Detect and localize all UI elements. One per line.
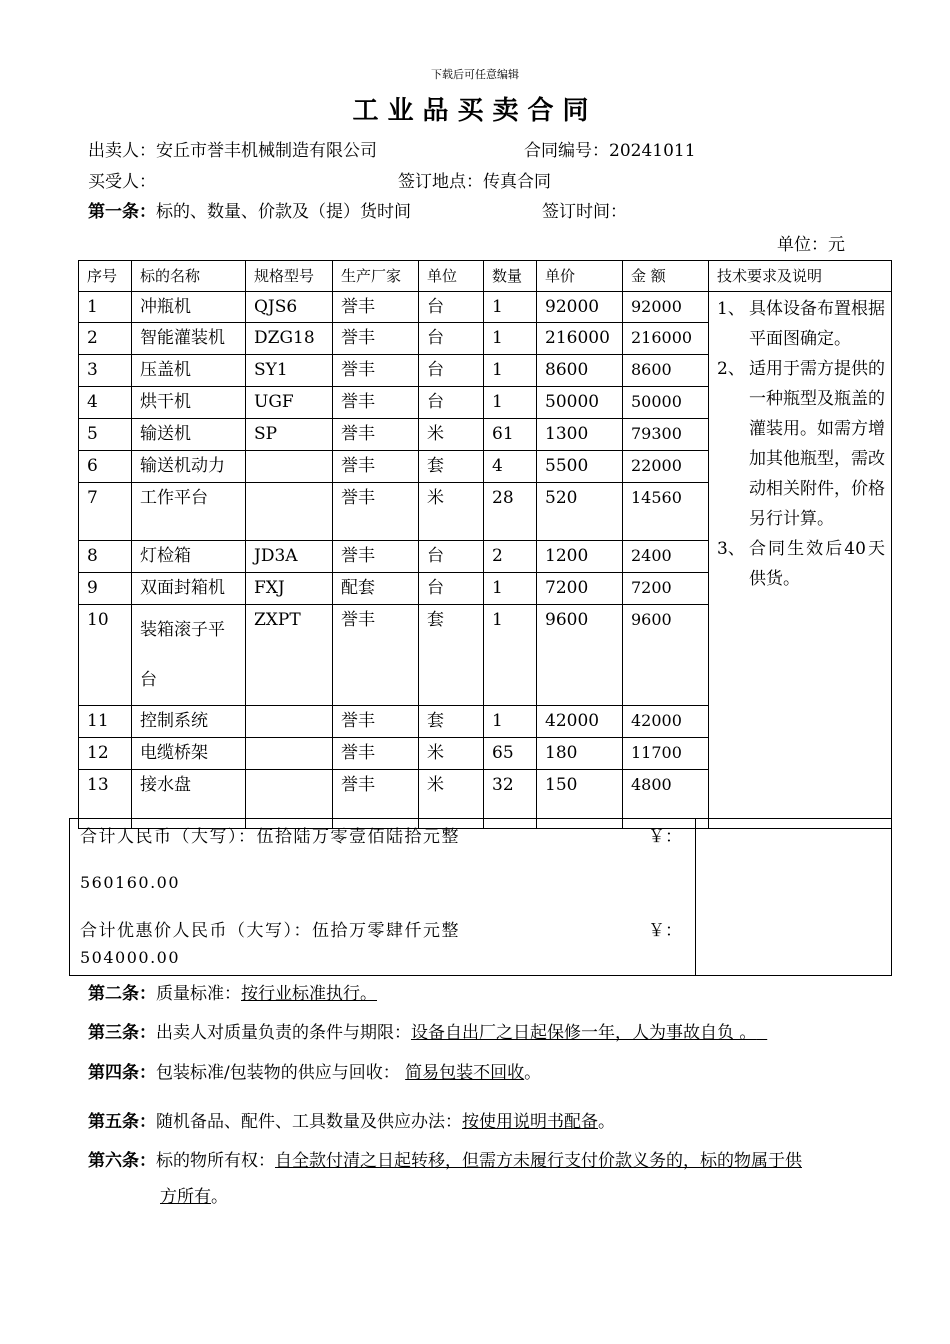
row-amount: 14560	[623, 483, 709, 541]
row-qty: 65	[484, 738, 537, 770]
row-no: 4	[79, 387, 132, 419]
header-note: 下载后可任意编辑	[431, 68, 519, 81]
row-maker: 誉丰	[333, 541, 419, 573]
row-qty: 1	[484, 387, 537, 419]
sign-place-label: 签订地点：	[398, 172, 483, 192]
discount-yen: ￥：	[648, 921, 682, 941]
row-unit: 台	[419, 355, 484, 387]
row-price: 50000	[537, 387, 623, 419]
row-qty: 1	[484, 573, 537, 605]
row-name: 输送机动力	[132, 451, 246, 483]
row-no: 10	[79, 605, 132, 706]
row-qty: 61	[484, 419, 537, 451]
clause5	[88, 1107, 615, 1132]
row-no: 2	[79, 323, 132, 355]
row-qty: 4	[484, 451, 537, 483]
row-name: 工作平台	[132, 483, 246, 541]
header-tech: 技术要求及说明	[709, 261, 892, 292]
row-qty: 1	[484, 706, 537, 738]
row-unit: 套	[419, 605, 484, 706]
sign-time-line	[542, 197, 627, 222]
clause6	[88, 1146, 802, 1171]
row-unit: 套	[419, 451, 484, 483]
row-price: 8600	[537, 355, 623, 387]
row-model	[246, 451, 333, 483]
clause5-label: 第五条：	[88, 1112, 156, 1132]
row-amount: 8600	[623, 355, 709, 387]
clause6-end: 。	[211, 1187, 228, 1207]
totals-cell	[70, 819, 696, 976]
row-no: 3	[79, 355, 132, 387]
clause2-label: 第二条：	[88, 984, 156, 1004]
row-amount: 79300	[623, 419, 709, 451]
header-maker: 生产厂家	[333, 261, 419, 292]
tech-note-number: 1、	[717, 299, 745, 319]
row-unit: 米	[419, 738, 484, 770]
row-amount: 4800	[623, 770, 709, 829]
row-name: 双面封箱机	[132, 573, 246, 605]
tech-note-text: 合同生效后40天供货。	[749, 539, 885, 589]
clause4-label: 第四条：	[88, 1063, 156, 1083]
tech-note-text: 具体设备布置根据平面图确定。	[749, 299, 885, 349]
clause1-label: 第一条：	[88, 202, 156, 222]
clause4-text: 包装标准/包装物的供应与回收：	[156, 1063, 406, 1083]
row-unit: 米	[419, 483, 484, 541]
row-unit: 米	[419, 770, 484, 829]
clause3-text: 出卖人对质量负责的条件与期限：	[156, 1023, 411, 1043]
contract-no-line	[524, 136, 696, 161]
row-qty: 1	[484, 355, 537, 387]
header-model: 规格型号	[246, 261, 333, 292]
row-price: 150	[537, 770, 623, 829]
row-no: 8	[79, 541, 132, 573]
row-maker: 誉丰	[333, 605, 419, 706]
tech-note-text: 适用于需方提供的一种瓶型及瓶盖的灌装用。如需方增加其他瓶型，需改动相关附件，价格另行计算。	[749, 359, 885, 529]
row-model	[246, 738, 333, 770]
row-qty: 1	[484, 323, 537, 355]
table-row	[79, 292, 892, 323]
row-amount: 42000	[623, 706, 709, 738]
clause4-fill: 简易包装不回收	[405, 1063, 525, 1083]
table-header-row	[79, 261, 892, 292]
clause1-text: 标的、数量、价款及（提）货时间	[156, 202, 411, 222]
clause3-label: 第三条：	[88, 1023, 156, 1043]
row-model: QJS6	[246, 292, 333, 323]
totals-blank-cell	[696, 819, 892, 976]
seller-line	[88, 136, 377, 161]
row-no: 6	[79, 451, 132, 483]
header-no: 序号	[79, 261, 132, 292]
row-unit: 米	[419, 419, 484, 451]
row-unit: 台	[419, 573, 484, 605]
row-model: SP	[246, 419, 333, 451]
sign-place-line	[398, 167, 551, 192]
total-yen: ￥：	[648, 827, 682, 847]
clause3-tail	[756, 1023, 767, 1043]
tech-note-number: 3、	[717, 539, 745, 559]
clause1-line	[88, 197, 411, 222]
discount-value: 504000.00	[80, 948, 181, 967]
clause6-cont	[160, 1182, 228, 1207]
clause4	[88, 1058, 541, 1083]
header-qty: 数量	[484, 261, 537, 292]
row-amount: 216000	[623, 323, 709, 355]
row-amount: 9600	[623, 605, 709, 706]
row-price: 520	[537, 483, 623, 541]
row-unit: 台	[419, 387, 484, 419]
tech-note	[717, 354, 885, 534]
row-model: UGF	[246, 387, 333, 419]
row-unit: 台	[419, 541, 484, 573]
row-maker: 誉丰	[333, 770, 419, 829]
row-name: 接水盘	[132, 770, 246, 829]
row-maker: 誉丰	[333, 738, 419, 770]
tech-note	[717, 534, 885, 594]
total-value: 560160.00	[80, 873, 181, 892]
row-model: ZXPT	[246, 605, 333, 706]
header-price: 单价	[537, 261, 623, 292]
clause6-fill2: 方所有	[160, 1187, 211, 1207]
clause2-text: 质量标准：	[156, 984, 241, 1004]
row-amount: 92000	[623, 292, 709, 323]
contract-no-label: 合同编号：	[524, 141, 609, 161]
clause5-end: 。	[598, 1112, 615, 1132]
row-amount: 2400	[623, 541, 709, 573]
clause6-fill1: 自全款付清之日起转移，但需方未履行支付价款义务的，标的物属于供	[275, 1151, 802, 1171]
row-amount: 7200	[623, 573, 709, 605]
row-unit: 套	[419, 706, 484, 738]
row-name: 电缆桥架	[132, 738, 246, 770]
row-qty: 1	[484, 605, 537, 706]
row-name: 烘干机	[132, 387, 246, 419]
row-name: 智能灌装机	[132, 323, 246, 355]
row-model: DZG18	[246, 323, 333, 355]
row-unit: 台	[419, 323, 484, 355]
clause6-label: 第六条：	[88, 1151, 156, 1171]
contract-title: 工业品买卖合同	[352, 96, 598, 126]
row-qty: 28	[484, 483, 537, 541]
items-table	[78, 260, 892, 829]
row-qty: 1	[484, 292, 537, 323]
clause5-fill: 按使用说明书配备	[462, 1112, 598, 1132]
seller-value: 安丘市誉丰机械制造有限公司	[156, 141, 377, 161]
row-price: 1300	[537, 419, 623, 451]
row-model: JD3A	[246, 541, 333, 573]
row-no: 1	[79, 292, 132, 323]
row-maker: 誉丰	[333, 292, 419, 323]
tech-notes-cell	[709, 292, 892, 829]
row-price: 216000	[537, 323, 623, 355]
buyer-label: 买受人：	[88, 172, 156, 192]
tech-note	[717, 294, 885, 354]
row-no: 11	[79, 706, 132, 738]
row-price: 92000	[537, 292, 623, 323]
clause6-text: 标的物所有权：	[156, 1151, 275, 1171]
clause3	[88, 1018, 767, 1043]
clause5-text: 随机备品、配件、工具数量及供应办法：	[156, 1112, 462, 1132]
row-no: 5	[79, 419, 132, 451]
row-model	[246, 483, 333, 541]
total-label: 合计人民币（大写）：伍拾陆万零壹佰陆拾元整	[80, 827, 460, 847]
discount-label: 合计优惠价人民币（大写）：伍拾万零肆仟元整	[80, 921, 460, 941]
row-maker: 誉丰	[333, 451, 419, 483]
row-amount: 11700	[623, 738, 709, 770]
row-maker: 誉丰	[333, 355, 419, 387]
row-amount: 22000	[623, 451, 709, 483]
row-no: 9	[79, 573, 132, 605]
row-model: FXJ	[246, 573, 333, 605]
row-name: 灯检箱	[132, 541, 246, 573]
sign-time-label: 签订时间：	[542, 202, 627, 222]
row-amount: 50000	[623, 387, 709, 419]
header-amount: 金 额	[623, 261, 709, 292]
row-price: 7200	[537, 573, 623, 605]
row-no: 13	[79, 770, 132, 829]
contract-no-value: 20241011	[609, 141, 696, 161]
header-unit: 单位	[419, 261, 484, 292]
row-maker: 誉丰	[333, 387, 419, 419]
row-price: 180	[537, 738, 623, 770]
clause3-fill: 设备自出厂之日起保修一年，人为事故自负 。	[411, 1023, 757, 1043]
row-qty: 32	[484, 770, 537, 829]
row-price: 9600	[537, 605, 623, 706]
row-price: 5500	[537, 451, 623, 483]
unit-note: 单位：元	[777, 235, 845, 255]
row-maker: 誉丰	[333, 323, 419, 355]
tech-note-number: 2、	[717, 359, 745, 379]
clause2	[88, 979, 377, 1004]
row-maker: 誉丰	[333, 483, 419, 541]
row-no: 12	[79, 738, 132, 770]
row-model: SY1	[246, 355, 333, 387]
sign-place-value: 传真合同	[483, 172, 551, 192]
row-name: 装箱滚子平台	[132, 605, 246, 706]
row-no: 7	[79, 483, 132, 541]
clause4-end: 。	[524, 1063, 542, 1083]
row-name: 输送机	[132, 419, 246, 451]
row-maker: 配套	[333, 573, 419, 605]
row-name: 冲瓶机	[132, 292, 246, 323]
row-price: 1200	[537, 541, 623, 573]
row-maker: 誉丰	[333, 706, 419, 738]
row-price: 42000	[537, 706, 623, 738]
row-qty: 2	[484, 541, 537, 573]
row-model	[246, 706, 333, 738]
row-name: 控制系统	[132, 706, 246, 738]
clause2-fill: 按行业标准执行。	[241, 984, 377, 1004]
buyer-line	[88, 167, 156, 192]
row-unit: 台	[419, 292, 484, 323]
totals-table	[69, 818, 892, 976]
seller-label: 出卖人：	[88, 141, 156, 161]
row-maker: 誉丰	[333, 419, 419, 451]
header-name: 标的名称	[132, 261, 246, 292]
row-name: 压盖机	[132, 355, 246, 387]
